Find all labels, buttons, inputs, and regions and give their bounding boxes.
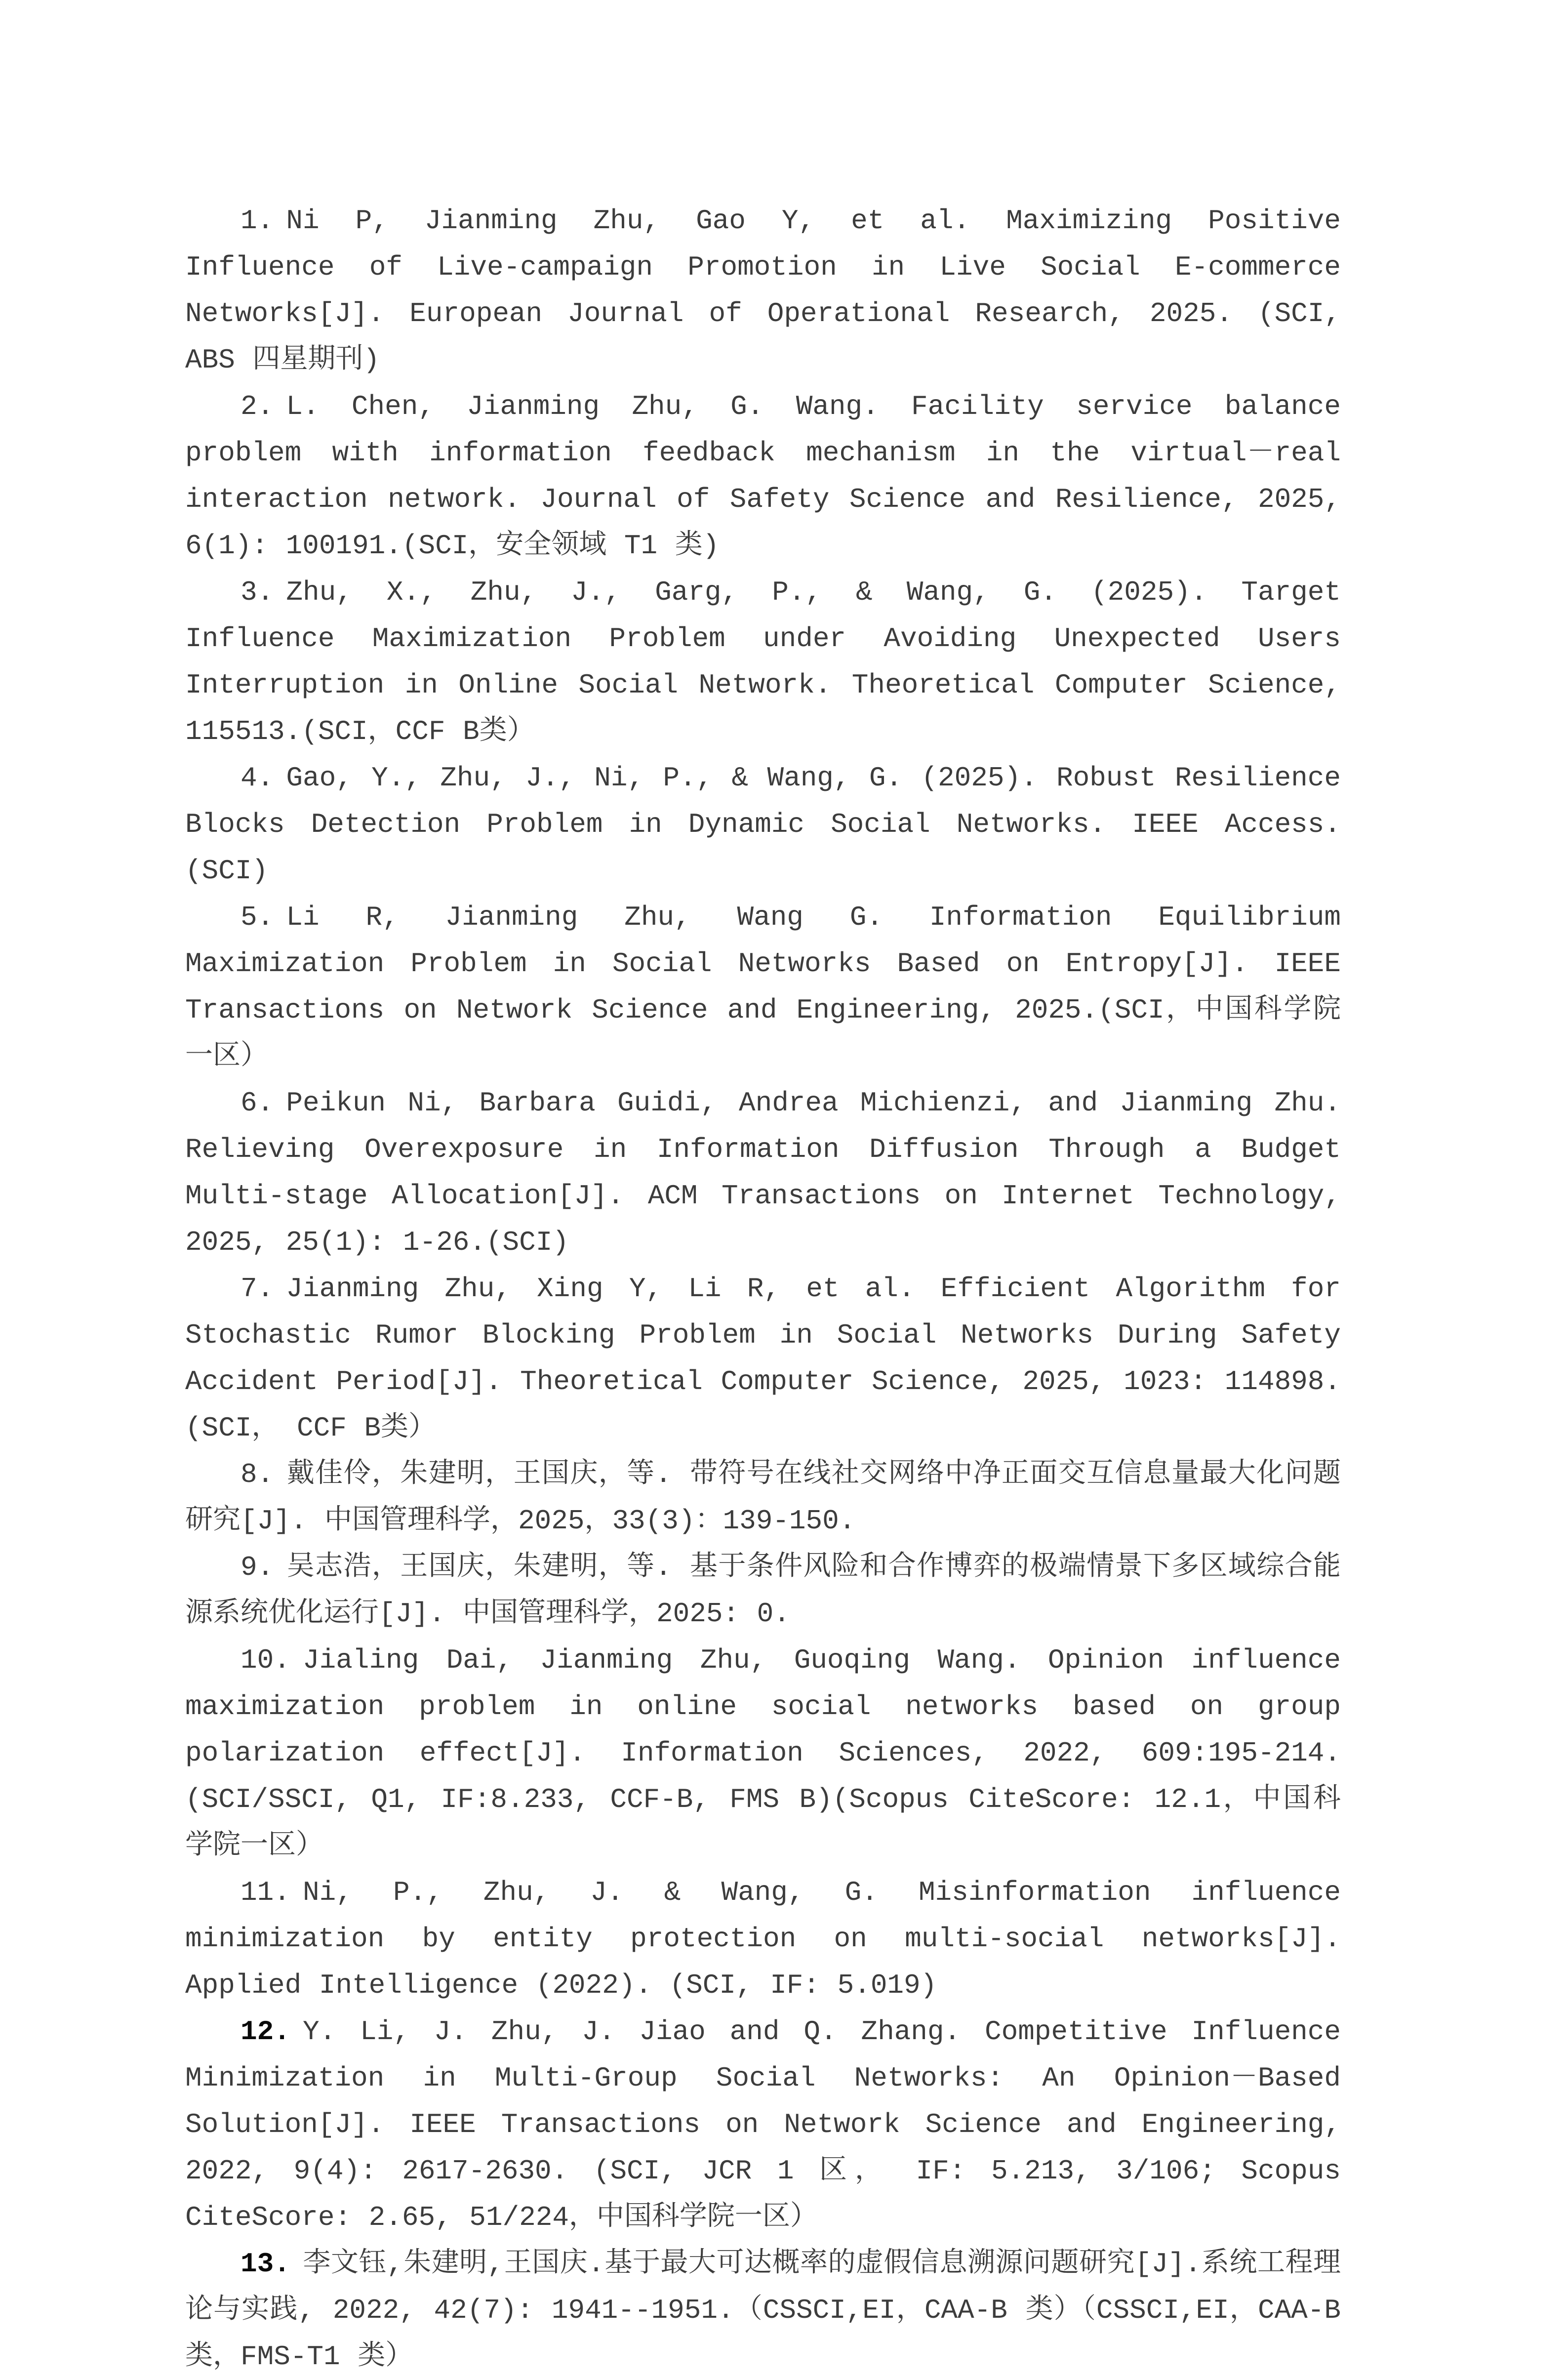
publication-text: 戴佳伶，朱建明，王国庆，等. 带符号在线社交网络中净正面交互信息量最大化问题研究[J]. 中国管理科学，2025，33(3)：139-150. [185, 1459, 1341, 1537]
publication-number: 3. [241, 576, 274, 608]
publication-number: 12. [241, 2016, 290, 2048]
publication-item [185, 1869, 1341, 2009]
publication-item [185, 1637, 1341, 1869]
publication-item [185, 198, 1341, 383]
publication-item [185, 755, 1341, 894]
publication-text: 吴志浩，王国庆，朱建明，等. 基于条件风险和合作博弈的极端情景下多区域综合能源系统优化运行[J]. 中国管理科学，2025: 0. [185, 1552, 1341, 1630]
publication-text: Gao, Y., Zhu, J., Ni, P., & Wang, G. (2025). Robust Resilience Blocks Detection Problem in Dynamic Social Networks. IEEE Access. (SCI) [185, 762, 1341, 887]
publication-text: Jianming Zhu, Xing Y, Li R, et al. Efficient Algorithm for Stochastic Rumor Blocking Problem in Social Networks During Safety Accident Period[J]. Theoretical Computer Science, 2025, 1023: 114898. (SCI， CCF B类） [185, 1273, 1341, 1444]
publication-number: 7. [241, 1273, 274, 1305]
publication-item [185, 1544, 1341, 1637]
publication-item [185, 2241, 1341, 2380]
publication-text: Ni P, Jianming Zhu, Gao Y, et al. Maximizing Positive Influence of Live-campaign Promotion in Live Social E-commerce Networks[J]. European Journal of Operational Research, 2025. (SCI, ABS 四星期刊) [185, 205, 1341, 376]
publication-item [185, 569, 1341, 755]
publication-number: 5. [241, 902, 274, 933]
publication-text: Li R, Jianming Zhu, Wang G. Information Equilibrium Maximization Problem in Social Networks Based on Entropy[J]. IEEE Transactions on Network Science and Engineering, 2025.(SCI，中国科学院一区） [185, 902, 1341, 1072]
publication-text: Y. Li, J. Zhu, J. Jiao and Q. Zhang. Competitive Influence Minimization in Multi-Group Social Networks: An Opinion－Based Solution[J]. IEEE Transactions on Network Science and Engineering, 2022, 9(4): 2617-2630. (SCI, JCR 1 区， IF: 5.213, 3/106; Scopus CiteScore: 2.65, 51/224，中国科学院一区） [185, 2016, 1341, 2233]
publication-number: 2. [241, 391, 274, 422]
publication-text: Ni, P., Zhu, J. & Wang, G. Misinformation influence minimization by entity protection on multi-social networks[J]. Applied Intelligence (2022). (SCI, IF: 5.019) [185, 1877, 1341, 2001]
publication-number: 1. [241, 205, 274, 237]
publication-number: 4. [241, 762, 274, 794]
publication-item [185, 383, 1341, 569]
publication-text: Peikun Ni, Barbara Guidi, Andrea Michienzi, and Jianming Zhu. Relieving Overexposure in Information Diffusion Through a Budget Multi-stage Allocation[J]. ACM Transactions on Internet Technology, 2025, 25(1): 1-26.(SCI) [185, 1087, 1341, 1258]
publication-number: 8. [241, 1459, 274, 1490]
publication-item [185, 894, 1341, 1080]
publication-item [185, 1451, 1341, 1544]
publication-item [185, 1080, 1341, 1266]
publication-item [185, 1266, 1341, 1451]
publication-number: 13. [241, 2248, 290, 2280]
publication-number: 11. [241, 1877, 290, 1908]
publication-text: 李文钰,朱建明,王国庆.基于最大可达概率的虚假信息溯源问题研究[J].系统工程理论与实践, 2022, 42(7): 1941--1951.（CSSCI,EI，CAA-B 类）（CSSCI,EI，CAA-B 类，FMS-T1 类） [185, 2248, 1341, 2373]
publication-number: 9. [241, 1552, 274, 1583]
publication-text: L. Chen, Jianming Zhu, G. Wang. Facility service balance problem with information feedback mechanism in the virtual－real interaction network. Journal of Safety Science and Resilience, 2025, 6(1): 100191.(SCI，安全领域 T1 类) [185, 391, 1341, 562]
publication-text: Zhu, X., Zhu, J., Garg, P., & Wang, G. (2025). Target Influence Maximization Problem under Avoiding Unexpected Users Interruption in Online Social Network. Theoretical Computer Science, 115513.(SCI，CCF B类） [185, 576, 1341, 747]
publication-text: Jialing Dai, Jianming Zhu, Guoqing Wang. Opinion influence maximization problem in online social networks based on group polarization effect[J]. Information Sciences, 2022, 609:195-214. (SCI/SSCI, Q1, IF:8.233, CCF-B, FMS B)(Scopus CiteScore: 12.1，中国科学院一区） [185, 1644, 1341, 1862]
publication-number: 6. [241, 1087, 274, 1119]
publication-number: 10. [241, 1644, 290, 1676]
publication-item [185, 2009, 1341, 2241]
